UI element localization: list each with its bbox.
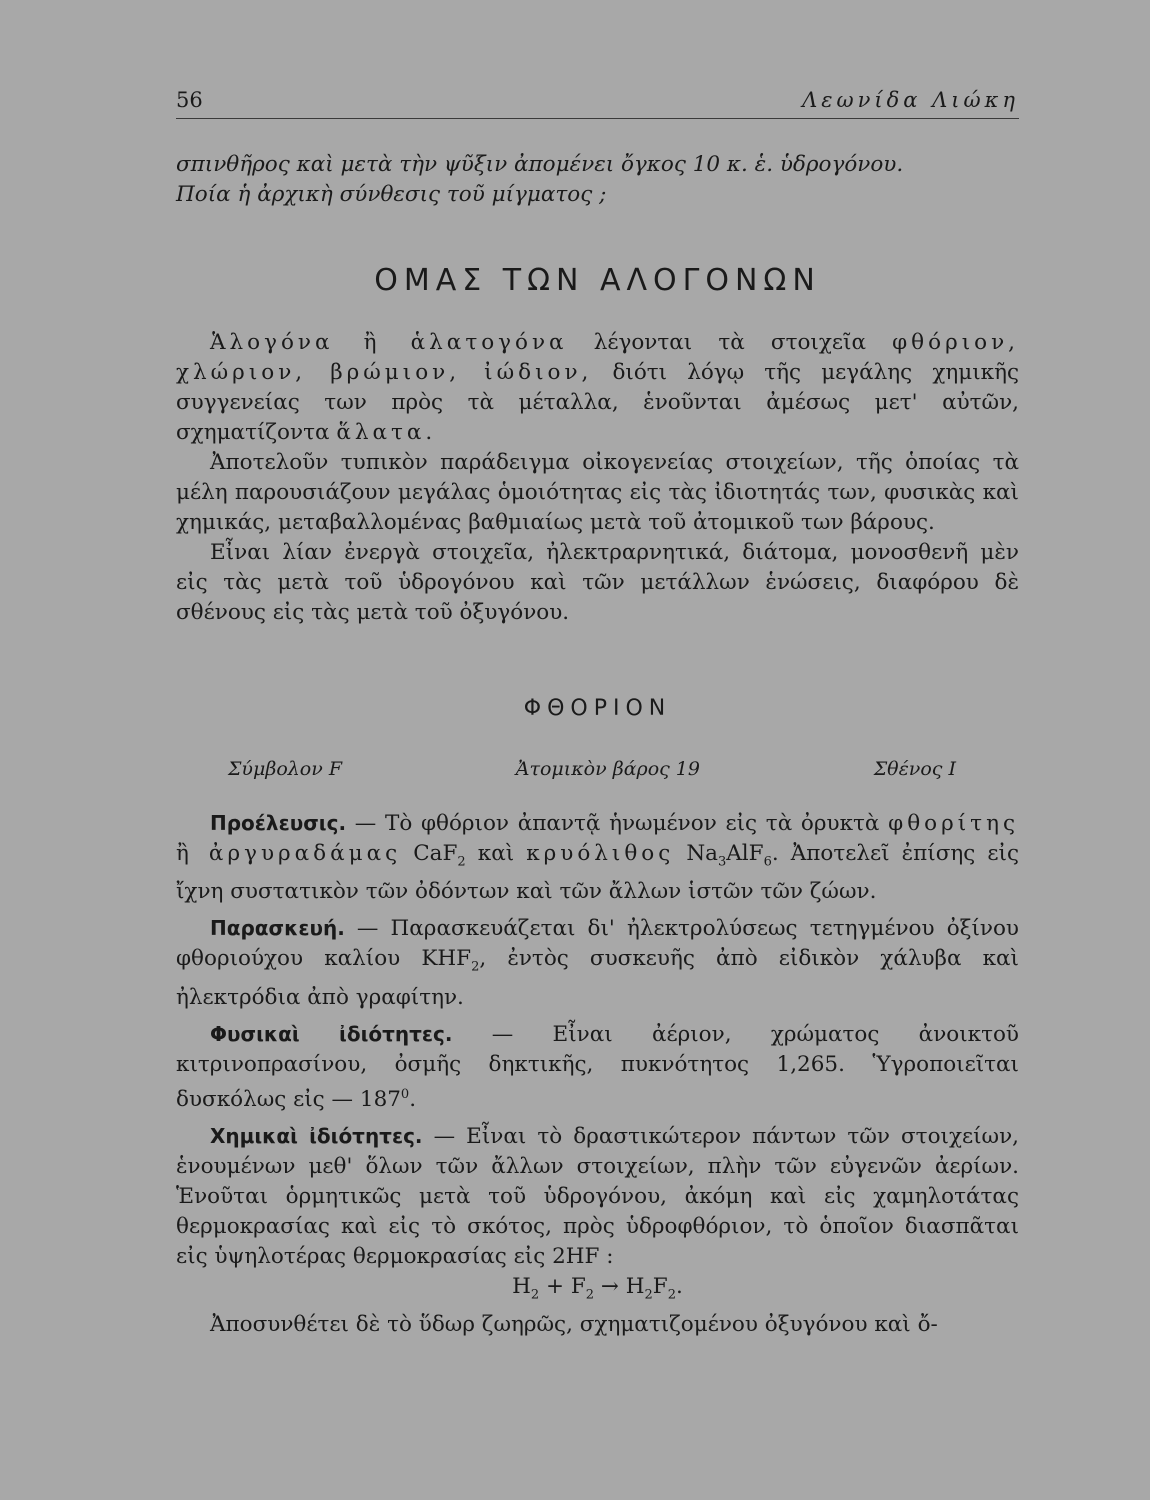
salts-term: ἅλατα. <box>336 420 437 445</box>
halogens-term: Ἁλογόνα ἢ ἁλατογόνα <box>210 330 568 355</box>
element-properties <box>228 758 956 780</box>
halogens-paragraph-2: Ἀποτελοῦν τυπικὸν παράδειγμα οἰκογενείας στοιχείων, τῆς ὁποίας τὰ μέλη παρουσιάζουν μεγάλας ὁμοιότητας εἰς τὰς ἰδιοτητάς των, φυσικὰς καὶ χημικάς, μεταβαλλομένας βαθμιαίως μετὰ τοῦ ἀτομικοῦ των βάρους. <box>176 450 1019 535</box>
page-number: 56 <box>176 88 203 112</box>
reaction-equation: $H_2 + F_2 \to H_2F_2$. <box>512 1273 683 1303</box>
running-head: Λεωνίδα Λιώκη <box>802 88 1019 112</box>
fluorine-body <box>176 808 1019 1340</box>
element-atomic-weight: Ἀτομικὸν βάρος 19 <box>515 758 700 780</box>
halogens-paragraph-1: Ἁλογόνα ἢ ἁλατογόνα λέγονται τὰ στοιχεῖα φθόριον, χλώριον, βρώμιον, ἰώδιον, διότι λόγῳ τῆς μεγάλης χημικῆς συγγενείας των πρὸς τὰ μέταλλα, ἑνοῦνται ἀμέσως μετ' αὐτῶν, σχηματίζοντα ἅλατα. <box>176 330 1019 445</box>
halogens-paragraph-3: Εἶναι λίαν ἐνεργὰ στοιχεῖα, ἠλεκτραρνητικά, διάτομα, μονοσθενῆ μὲν εἰς τὰς μετὰ τοῦ ὑδρογόνου καὶ τῶν μετάλλων ἑνώσεις, διαφόρου δὲ σθένους εἰς τὰς μετὰ τοῦ ὀξυγόνου. <box>176 540 1019 625</box>
section-title: ΟΜΑΣ ΤΩΝ ΑΛΟΓΟΝΩΝ <box>374 263 821 298</box>
preparation-paragraph: Παρασκευή. — Παρασκευάζεται δι' ἠλεκτρολύσεως τετηγμένου ὀξίνου φθοριούχου καλίου $KHF_2$, ἐντὸς συσκευῆς ἀπὸ εἰδικὸν χάλυβα καὶ ἠλεκτρόδια ἀπὸ γραφίτην. <box>176 916 1019 1010</box>
last-line: Ἀποσυνθέτει δὲ τὸ ὕδωρ ζωηρῶς, σχηματιζομένου ὀξυγόνου καὶ ὄ- <box>210 1312 938 1338</box>
page-header <box>176 82 1019 119</box>
physical-properties-heading: Φυσικαὶ ἰδιότητες. <box>210 1021 453 1046</box>
chemical-properties-heading: Χημικαὶ ἰδιότητες. <box>210 1123 423 1148</box>
intro-line-1: σπινθῆρος καὶ μετὰ τὴν ψῦξιν ἀπομένει ὄγκος 10 κ. ἑ. ὑδρογόνου. <box>176 152 904 177</box>
origin-paragraph: Προέλευσις. — Τὸ φθόριον ἀπαντᾷ ἡνωμένον εἰς τὰ ὀρυκτὰ φθορίτης ἢ ἀργυραδάμας CaF$_2$ καὶ κρυόλιθος $Na_3AlF_6$. Ἀποτελεῖ ἐπίσης εἰς ἴχνη συστατικὸν τῶν ὀδόντων καὶ τῶν ἄλλων ἱστῶν τῶν ζώων. <box>176 811 1019 905</box>
element-valence: Σθένος I <box>873 758 956 780</box>
origin-heading: Προέλευσις. <box>210 811 347 835</box>
preparation-heading: Παρασκευή. <box>210 916 345 941</box>
intro-line-2: Ποία ἡ ἀρχικὴ σύνθεσις τοῦ μίγματος ; <box>176 182 607 207</box>
chemical-properties-paragraph: Χημικαὶ ἰδιότητες. — Εἶναι τὸ δραστικώτερον πάντων τῶν στοιχείων, ἑνουμένων μεθ' ὅλων τῶν ἄλλων στοιχείων, πλὴν τῶν εὐγενῶν ἀερίων. Ἑνοῦται ὁρμητικῶς μετὰ τοῦ ὑδρογόνου, ἀκόμη καὶ εἰς χαμηλοτάτας θερμοκρασίας καὶ εἰς τὸ σκότος, πρὸς ὑδροφθόριον, τὸ ὁποῖον διασπᾶται εἰς ὑψηλοτέρας θερμοκρασίας εἰς 2HF : <box>176 1123 1019 1269</box>
halogens-body <box>176 328 1019 628</box>
halogens-elements: φθόριον, χλώριον, βρώμιον, ἰώδιον, <box>176 330 1019 385</box>
subsection-title: ΦΘΟΡΙΟΝ <box>523 696 672 721</box>
element-symbol: Σύμβολον F <box>228 758 343 780</box>
physical-properties-paragraph: Φυσικαὶ ἰδιότητες. — Εἶναι ἀέριον, χρώματος ἀνοικτοῦ κιτρινοπρασίνου, ὀσμῆς δηκτικῆς, πυκνότητος 1,265. Ὑγροποιεῖται δυσκόλως εἰς — $187^0$. <box>176 1021 1019 1112</box>
intro-paragraph <box>176 150 1019 210</box>
